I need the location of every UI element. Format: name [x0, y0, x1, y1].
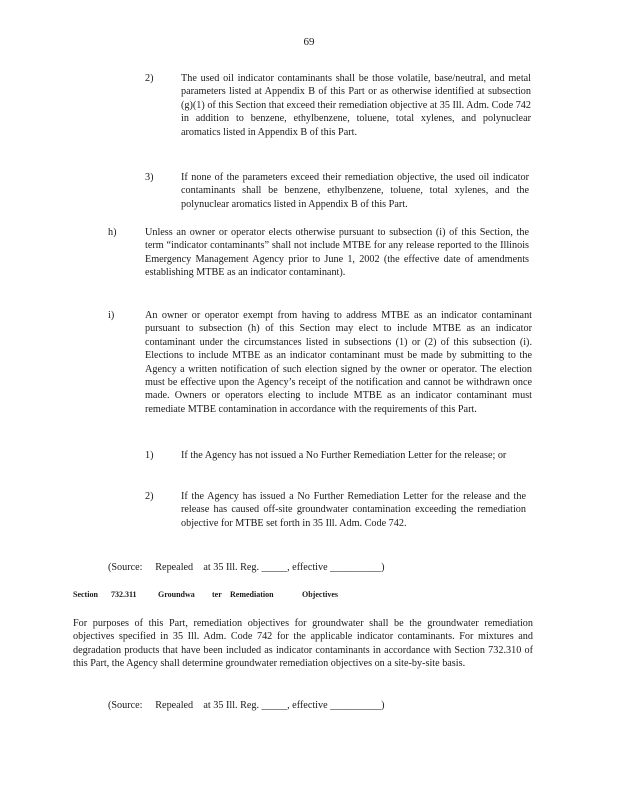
section-number: 732.311: [111, 590, 137, 599]
item-text: An owner or operator exempt from having to address MTBE as an indicator contaminant pursuant to subsection (h) of this Section may elect to include MTBE as an indicator contaminant under the circumstances listed in subsections (1) or (2) of this subsection (i). Elections to include MTBE as an indicator contaminant must be made by submitting to the Agency a written notification of such election signed by the owner or operator. The election must be effective upon the Agency’s receipt of the notification and cannot be withdrawn once made. Owners or operators electing to include MTBE as an indicator contaminant must remediate MTBE contamination in accordance with the requirements of this Part.: [145, 310, 532, 415]
section-label: Section: [73, 590, 98, 599]
item-text: If the Agency has issued a No Further Remediation Letter for the release and the release has caused off-site groundwater contamination exceeding the remediation objective for MTBE set forth in 35 Ill. Adm. Code 742.: [181, 491, 526, 529]
item-text: If the Agency has not issued a No Further Remediation Letter for the release; or: [181, 450, 507, 461]
item-label: 1): [145, 450, 154, 461]
section-title-part: Remediation: [230, 590, 274, 599]
section-body: For purposes of this Part, remediation objectives for groundwater shall be the groundwater remediation objectives specified in 35 Ill. Adm. Code 742 for the applicable indicator contaminants. For mixtures and degradation products that have been included as indicator contaminants in accordance with Section 732.310 of this Part, the Agency shall determine groundwater remediation objectives on a site-by-site basis.: [73, 618, 533, 670]
source-note: (Source: Repealed at 35 Ill. Reg. _____, effective __________): [108, 562, 385, 573]
item-label: 2): [145, 73, 154, 84]
section-title-part: Groundwa: [158, 590, 195, 599]
section-title-part: ter: [212, 590, 222, 599]
section-title-part: Objectives: [302, 590, 338, 599]
item-label: h): [108, 227, 117, 238]
item-text: Unless an owner or operator elects otherwise pursuant to subsection (i) of this Section, the term “indicator contaminants” shall not include MTBE for any release reported to the Illinois Emergency Management Agency prior to June 1, 2002 (the effective date of amendments establishing MTBE as an indicator contaminant).: [145, 227, 529, 279]
item-text: If none of the parameters exceed their remediation objective, the used oil indicator contaminants shall be benzene, ethylbenzene, toluene, total xylenes, and the polynuclear aromatics listed in Appendix B of this Part.: [181, 172, 529, 210]
item-label: 3): [145, 172, 154, 183]
page-number: 69: [303, 36, 315, 48]
source-note-2: (Source: Repealed at 35 Ill. Reg. _____, effective __________): [108, 700, 385, 711]
item-label: 2): [145, 491, 154, 502]
item-label: i): [108, 310, 115, 321]
item-text: The used oil indicator contaminants shall be those volatile, base/neutral, and metal parameters listed at Appendix B of this Part or as otherwise identified at subsection (g)(1) of this Section that exceed their remediation objective at 35 Ill. Adm. Code 742 in addition to benzene, ethylbenzene, toluene, total xylenes, and polynuclear aromatics listed in Appendix B of this Part.: [181, 73, 531, 138]
